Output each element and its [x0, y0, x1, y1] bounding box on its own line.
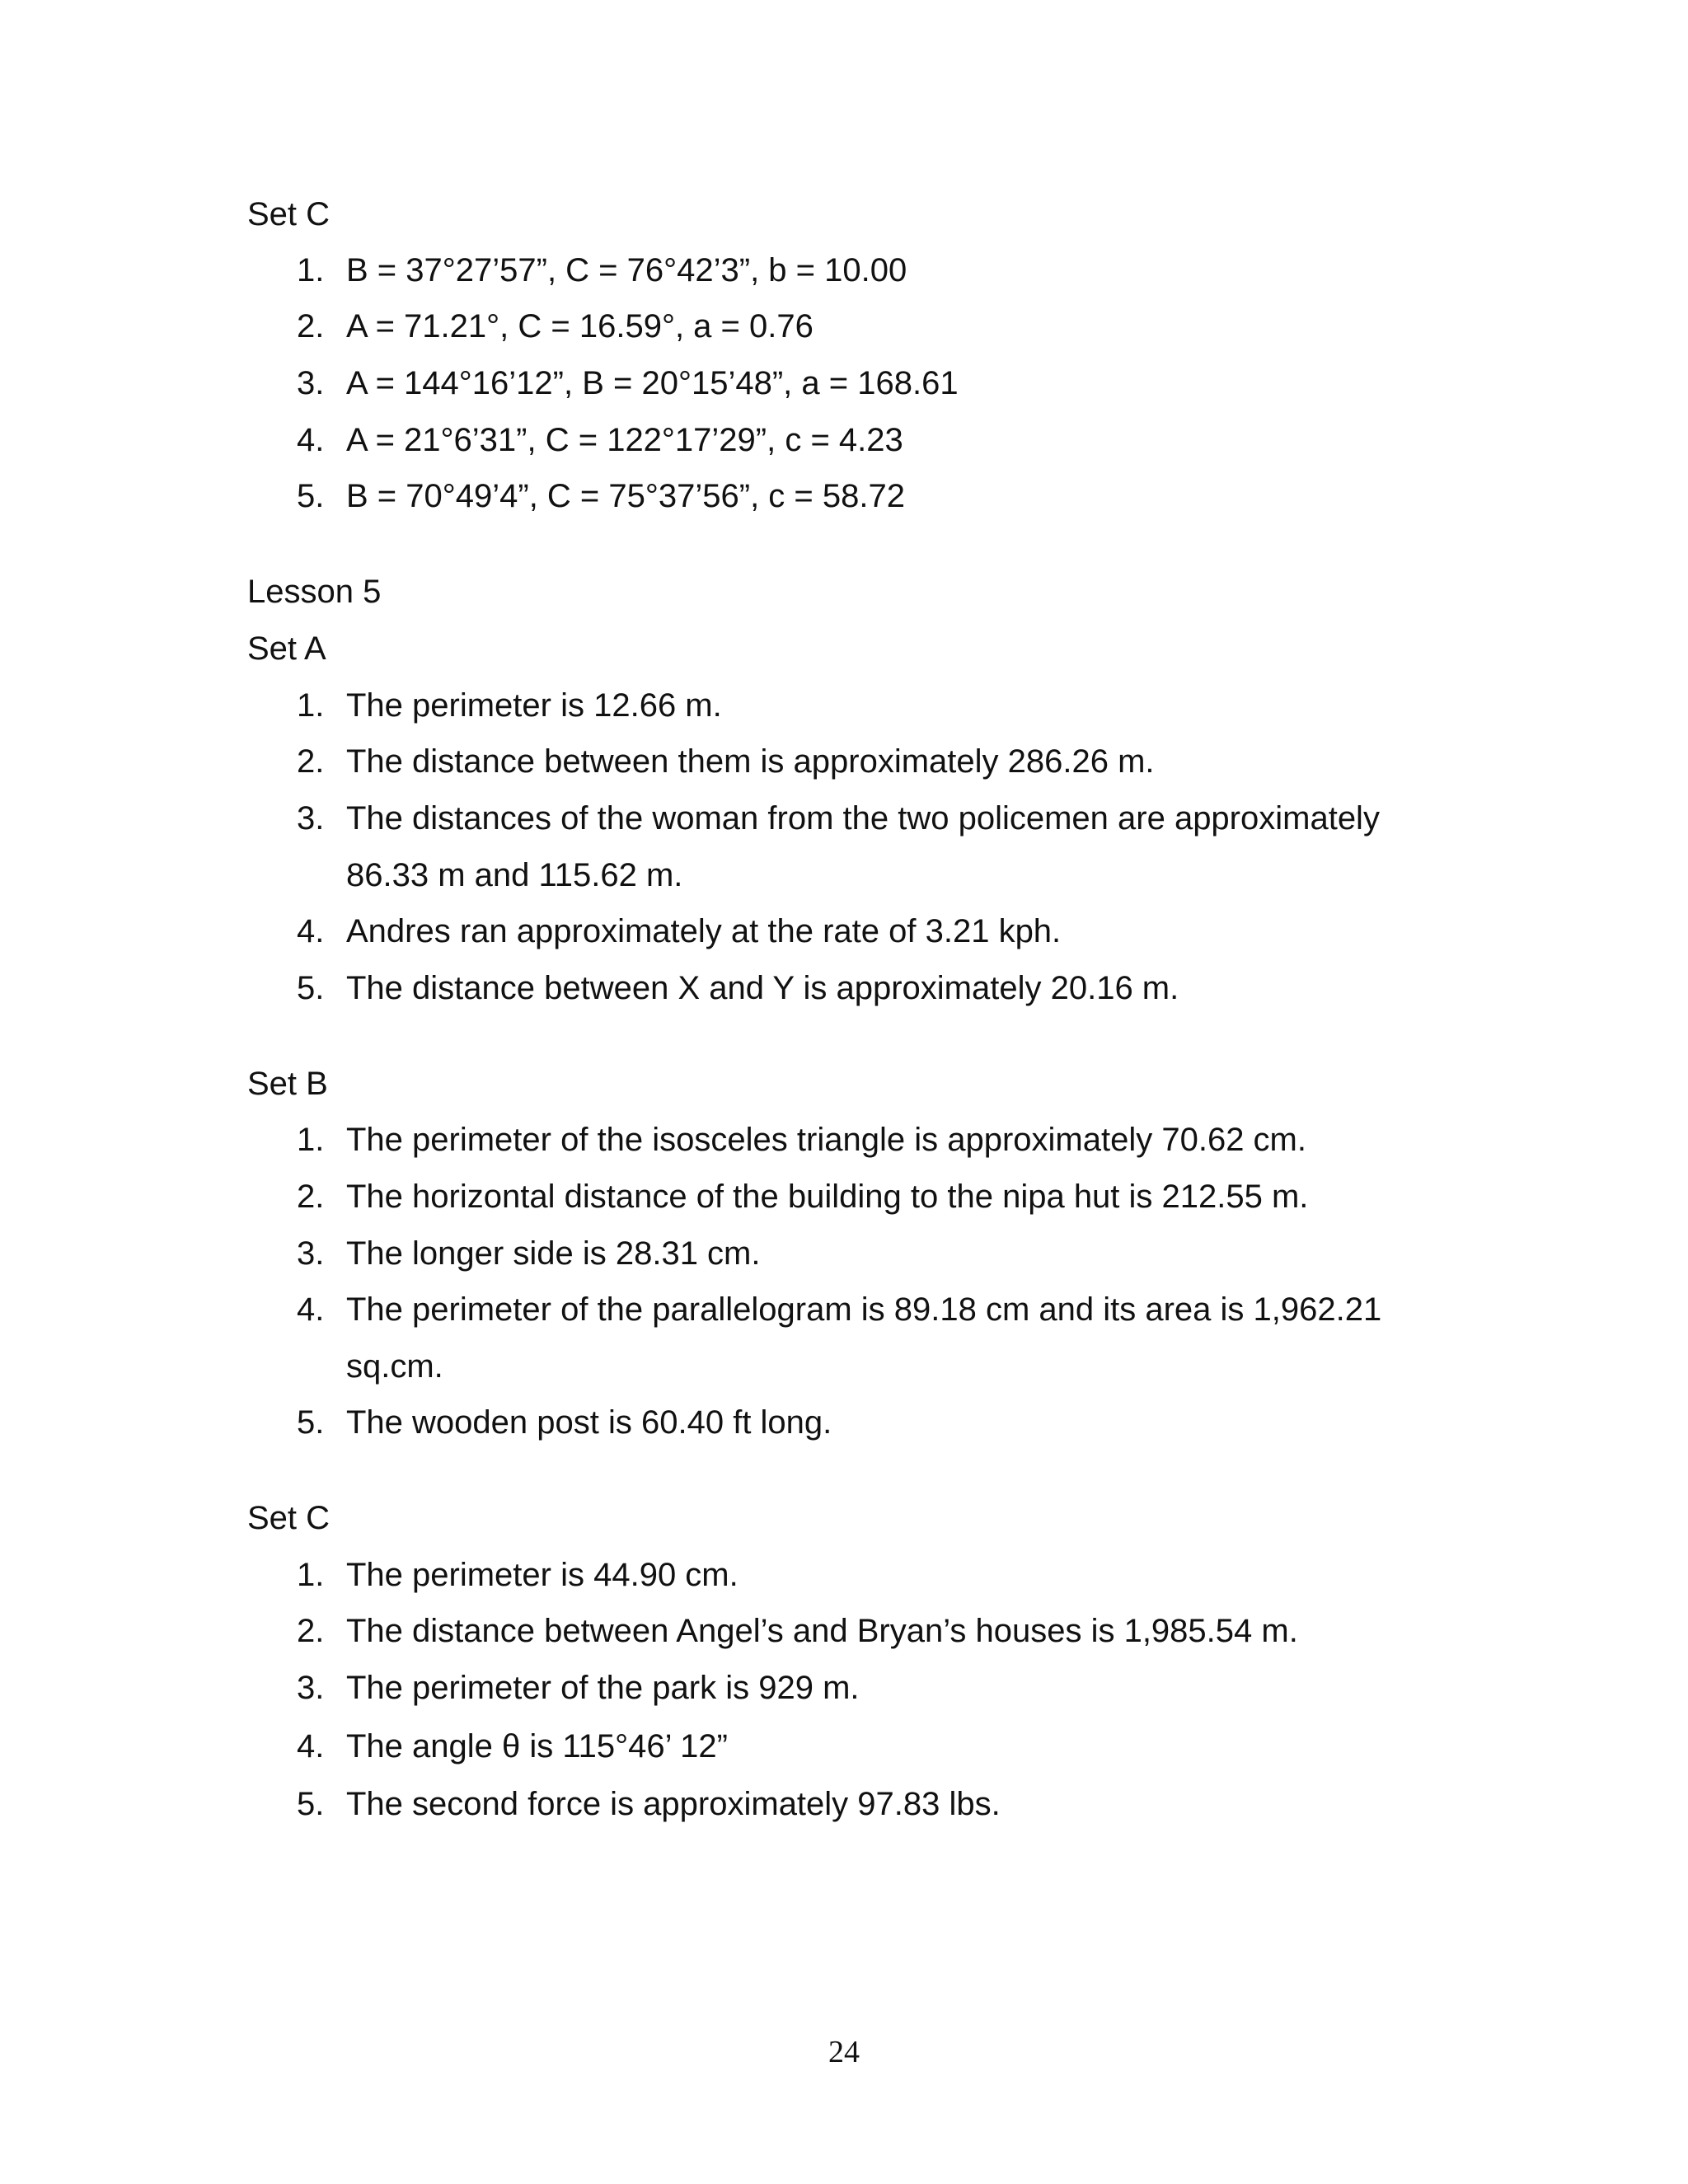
item-text: The wooden post is 60.40 ft long.: [346, 1404, 832, 1441]
item-number: 2.: [297, 1179, 325, 1215]
list-item: [297, 476, 905, 516]
item-text: B = 70°49’4”, C = 75°37’56”, c = 58.72: [346, 478, 905, 514]
list-item: [297, 1403, 832, 1442]
item-text: Andres ran approximately at the rate of 3.21 kph.: [346, 913, 1062, 949]
item-text: A = 71.21°, C = 16.59°, a = 0.76: [346, 308, 814, 344]
item-text: The perimeter is 44.90 cm.: [346, 1557, 738, 1593]
item-number: 2.: [297, 308, 325, 344]
list-item: [297, 1177, 1308, 1216]
list-item: [297, 1611, 1298, 1651]
item-number: 5.: [297, 970, 325, 1006]
item-number: 3.: [297, 1670, 325, 1706]
list-item: [297, 363, 959, 403]
list-item: [297, 1290, 1381, 1329]
list-item: [297, 420, 903, 460]
item-text: B = 37°27’57”, C = 76°42’3”, b = 10.00: [346, 252, 907, 288]
item-text: The angle θ is 115°46’ 12”: [346, 1728, 728, 1765]
item-text: A = 21°6’31”, C = 122°17’29”, c = 4.23: [346, 422, 903, 458]
item-number: 1.: [297, 1557, 325, 1593]
item-continuation: sq.cm.: [346, 1348, 443, 1385]
page-number: 24: [828, 2035, 860, 2069]
item-number: 1.: [297, 687, 325, 724]
item-text: The horizontal distance of the building to the nipa hut is 212.55 m.: [346, 1179, 1309, 1215]
item-number: 2.: [297, 1613, 325, 1649]
item-number: 3.: [297, 800, 325, 837]
item-number: 3.: [297, 365, 325, 401]
item-number: 5.: [297, 1404, 325, 1441]
item-text: The perimeter of the park is 929 m.: [346, 1670, 860, 1706]
item-number: 5.: [297, 1786, 325, 1822]
set-heading: Set A: [247, 630, 326, 667]
list-item: [297, 912, 1061, 951]
item-number: 1.: [297, 1122, 325, 1158]
list-item: [297, 742, 1155, 781]
item-text: The distance between them is approximately 286.26 m.: [346, 743, 1155, 780]
item-number: 2.: [297, 743, 325, 780]
item-text: The distance between Angel’s and Bryan’s houses is 1,985.54 m.: [346, 1613, 1298, 1649]
item-number: 4.: [297, 1728, 325, 1765]
item-text: The distances of the woman from the two policemen are approximately: [346, 800, 1380, 837]
list-item: [297, 1727, 728, 1766]
item-text: The distance between X and Y is approximately 20.16 m.: [346, 970, 1179, 1006]
item-number: 3.: [297, 1235, 325, 1272]
list-item: [297, 307, 814, 346]
set-heading: Set C: [247, 196, 331, 232]
item-text: A = 144°16’12”, B = 20°15’48”, a = 168.61: [346, 365, 959, 401]
item-number: 5.: [297, 478, 325, 514]
item-number: 1.: [297, 252, 325, 288]
item-text: The longer side is 28.31 cm.: [346, 1235, 761, 1272]
item-text: The second force is approximately 97.83 lbs.: [346, 1786, 1001, 1822]
item-number: 4.: [297, 913, 325, 949]
item-continuation: 86.33 m and 115.62 m.: [346, 857, 683, 893]
item-number: 4.: [297, 1291, 325, 1328]
set-heading: Set C: [247, 1500, 331, 1536]
list-item: [297, 1555, 738, 1595]
list-item: [297, 1234, 760, 1273]
list-item: [297, 1120, 1306, 1160]
item-number: 4.: [297, 422, 325, 458]
item-text: The perimeter of the isosceles triangle is approximately 70.62 cm.: [346, 1122, 1306, 1158]
list-item: [297, 686, 722, 725]
lesson-heading: Lesson 5: [247, 574, 382, 610]
set-heading: Set B: [247, 1066, 328, 1102]
item-text: The perimeter is 12.66 m.: [346, 687, 722, 724]
list-item: [297, 1784, 1001, 1824]
list-item: [297, 251, 907, 290]
list-item: [297, 968, 1179, 1008]
item-text: The perimeter of the parallelogram is 89.18 cm and its area is 1,962.21: [346, 1291, 1382, 1328]
list-item: [297, 799, 1380, 838]
list-item: [297, 1668, 860, 1708]
